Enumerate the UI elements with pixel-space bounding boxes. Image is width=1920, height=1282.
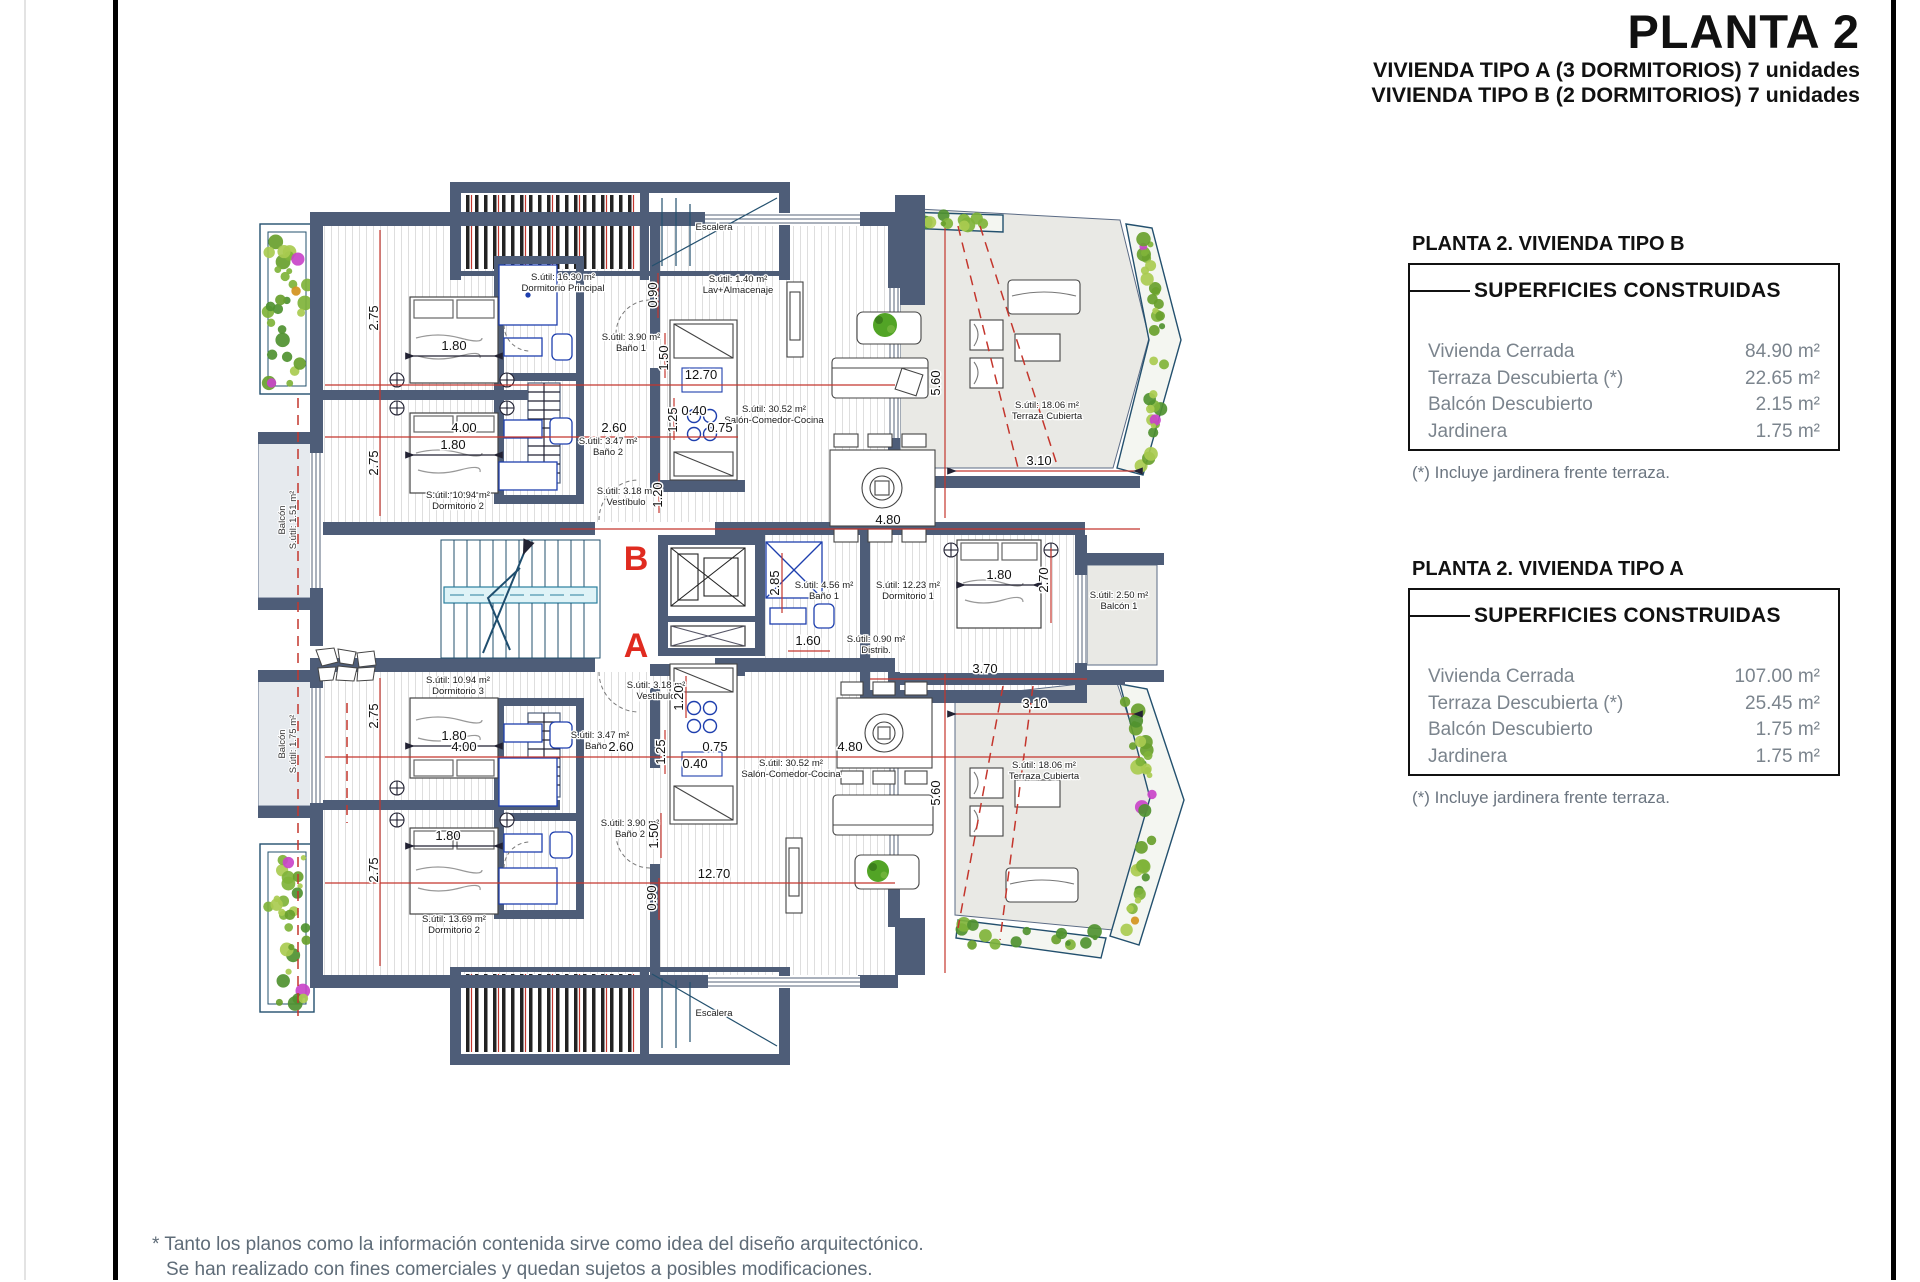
plan-dimension: 5.60 [928, 370, 943, 396]
planter-vegetation [1065, 940, 1070, 945]
planter-vegetation [1146, 405, 1155, 414]
disclaimer [152, 1232, 924, 1282]
plan-label: S.útil: 16.30 m² Dormitorio Principal [521, 272, 605, 294]
planter-vegetation [276, 999, 283, 1006]
planter-vegetation [1011, 936, 1022, 947]
plan-dimension: 3.10 [1026, 453, 1052, 468]
plan-dimension: 1.80 [435, 828, 461, 843]
surface-row [1428, 366, 1820, 393]
plan-dimension: 1.25 [665, 407, 680, 433]
surface-row [1428, 664, 1820, 691]
planter-vegetation [291, 252, 304, 265]
surface-label: Vivienda Cerrada [1428, 341, 1575, 362]
plan-dimension: 0.90 [645, 282, 660, 308]
planter-vegetation [979, 929, 992, 942]
surface-label: Balcón Descubierto [1428, 394, 1593, 415]
planter-vegetation [288, 944, 294, 950]
surface-label: Terraza Descubierta (*) [1428, 692, 1624, 714]
plan-label: S.útil: 18.06 m² Terraza Cubierta [1008, 760, 1080, 782]
planter-vegetation [1151, 423, 1156, 428]
plan-label: S.útil: 30.52 m² Salón-Comedor-Cocina [741, 758, 841, 780]
planter-vegetation [282, 352, 292, 362]
planter-vegetation [1141, 249, 1148, 256]
plan-dimension: 2.70 [1036, 567, 1051, 593]
planter-vegetation [294, 357, 306, 369]
plan-dimension: 1.80 [986, 567, 1012, 582]
planter-vegetation [301, 935, 311, 945]
planter-vegetation [971, 212, 983, 224]
surface-value: 2.15 m² [1755, 394, 1820, 415]
plan-label: S.útil: 10.94 m² Dormitorio 3 [426, 675, 490, 697]
plan-dimension: 4.00 [451, 420, 477, 435]
sheet-border-right [1891, 0, 1896, 1280]
surfaces-box-title: SUPERFICIES CONSTRUIDAS [1474, 604, 1781, 627]
planter-vegetation [1120, 697, 1130, 707]
surfaces-rows [1410, 339, 1838, 445]
planter-vegetation [1135, 757, 1144, 766]
planter-vegetation [1131, 916, 1139, 924]
planter-vegetation [967, 940, 977, 950]
table-footnote: (*) Incluye jardinera frente terraza. [1412, 788, 1670, 807]
planter-vegetation [1147, 772, 1153, 778]
surface-value: 1.75 m² [1755, 745, 1820, 767]
planter-vegetation [1159, 323, 1165, 329]
sheet-border-left [113, 0, 118, 1280]
planter-vegetation [1148, 427, 1158, 437]
planter-vegetation [1135, 897, 1141, 903]
planter-vegetation [263, 247, 274, 258]
plan-dimension: 2.75 [366, 703, 381, 729]
surface-value: 25.45 m² [1745, 692, 1820, 714]
planter-vegetation [275, 295, 286, 306]
disclaimer-line1: * Tanto los planos como la información contenida sirve como idea del diseño arquitectónico. [152, 1234, 924, 1255]
surfaces-rows [1410, 664, 1838, 770]
sheet-margin-line [24, 0, 26, 1280]
table-heading: PLANTA 2. VIVIENDA TIPO A [1412, 558, 1684, 580]
planter-vegetation [1147, 836, 1156, 845]
planter-vegetation [1023, 927, 1031, 935]
planter-vegetation [967, 919, 979, 931]
planter-vegetation [277, 974, 290, 987]
surface-label: Jardinera [1428, 745, 1508, 767]
surface-value: 1.75 m² [1755, 420, 1820, 442]
plan-label: S.útil: 3.90 m² Baño 1 [601, 332, 661, 354]
planter-vegetation [1135, 736, 1146, 747]
plan-dimension: 3.70 [972, 661, 998, 676]
planter-vegetation [301, 923, 311, 933]
plan-dimension: 1.20 [671, 685, 686, 711]
planter-vegetation [1092, 935, 1097, 940]
plan-label: S.útil: 3.18 m² Vestíbulo [596, 486, 656, 508]
plan-label: S.útil: 2.50 m² Balcón 1 [1089, 590, 1149, 612]
plan-label: S.útil: 12.23 m² Dormitorio 1 [876, 580, 940, 602]
planter-vegetation [275, 333, 289, 347]
planter-vegetation [278, 325, 287, 334]
planter-vegetation [301, 855, 306, 860]
plan-dimension: 3.10 [1022, 696, 1048, 711]
surface-label: Vivienda Cerrada [1428, 666, 1575, 687]
plan-dimension: 0.75 [707, 420, 733, 435]
plan-label: Escalera [695, 222, 733, 233]
planter-vegetation [281, 272, 290, 281]
surfaces-table-tipo-b [1408, 233, 1840, 483]
planter-vegetation [284, 923, 293, 932]
surface-label: Jardinera [1428, 420, 1508, 442]
planter-vegetation [285, 969, 291, 975]
plan-dimension: 1.80 [441, 728, 467, 743]
planter-vegetation [1143, 751, 1152, 760]
plan-dimension: 0.75 [702, 739, 728, 754]
surfaces-box [1408, 263, 1840, 451]
plan-label: S.útil: 3.47 m² Baño 3 [570, 730, 630, 752]
surface-label: Terraza Descubierta (*) [1428, 367, 1624, 389]
page-title: PLANTA 2 [1627, 5, 1860, 58]
planter-vegetation [267, 319, 275, 327]
surface-row [1428, 392, 1820, 419]
surfaces-box [1408, 588, 1840, 776]
plan-dimension: 1.80 [440, 437, 466, 452]
plan-dimension: 1.50 [646, 823, 661, 849]
planter-vegetation [286, 380, 293, 387]
plan-dimension: 2.75 [366, 450, 381, 476]
planter-vegetation [924, 216, 936, 228]
planter-vegetation [1136, 232, 1150, 246]
surface-value: 84.90 m² [1745, 341, 1820, 362]
floor-plan-svg [258, 168, 1298, 1065]
planter-vegetation [1149, 356, 1158, 365]
planter-vegetation [1056, 928, 1067, 939]
plan-dimension: 0.40 [682, 756, 708, 771]
plan-dimension: 4.00 [451, 739, 477, 754]
subtitle-tipo-b: VIVIENDA TIPO B (2 DORMITORIOS) 7 unidades [1371, 83, 1860, 107]
title-rule [1410, 615, 1470, 617]
plan-dimension: 1.20 [650, 482, 665, 508]
planter-vegetation [291, 286, 300, 295]
surfaces-table-tipo-a [1408, 558, 1840, 808]
plan-dimension: 2.85 [767, 570, 782, 596]
planter-vegetation [1147, 790, 1156, 799]
surface-row [1428, 419, 1820, 446]
plan-dimension: 2.60 [601, 420, 627, 435]
planter-vegetation [267, 350, 277, 360]
plan-label: S.útil: 3.90 m² Baño 2 [600, 818, 660, 840]
planter-vegetation [1149, 325, 1160, 336]
planter-vegetation [266, 302, 276, 312]
planter-vegetation [1129, 714, 1143, 728]
plan-label: S.útil: 18.06 m² Terraza Cubierta [1011, 400, 1083, 422]
plan-dimension: 1.60 [795, 633, 821, 648]
plan-dimension: 12.70 [697, 866, 731, 881]
planter-vegetation [1135, 841, 1148, 854]
plan-dimension: 2.75 [366, 857, 381, 883]
plan-label: S.útil: 3.47 m² Baño 2 [578, 436, 638, 458]
plan-dimension: 1.80 [441, 338, 467, 353]
planter-vegetation [285, 910, 295, 920]
disclaimer-line2: Se han realizado con fines comerciales y quedan sujetos a posibles modificaciones. [166, 1259, 873, 1280]
planter-vegetation [1080, 937, 1092, 949]
plan-dimension: 4.80 [837, 739, 863, 754]
plan-dimension: 5.60 [928, 780, 943, 806]
plan-dimension: 12.70 [684, 367, 718, 382]
planter-vegetation [282, 871, 295, 884]
plan-label: BalcónS.útil: 1.51 m² [277, 490, 299, 550]
planter-vegetation [278, 909, 285, 916]
unit-letter: B [623, 540, 649, 578]
plan-label: S.útil: 10.94 m² Dormitorio 2 [426, 490, 490, 512]
surface-row [1428, 717, 1820, 744]
elevator [671, 548, 745, 646]
plan-label: S.útil: 3.18 m² Vestíbulo [626, 680, 686, 702]
table-heading: PLANTA 2. VIVIENDA TIPO B [1412, 233, 1685, 255]
planter-vegetation [1141, 272, 1154, 285]
surface-row [1428, 744, 1820, 771]
planter-vegetation [1159, 359, 1169, 369]
planter-vegetation [1147, 294, 1158, 305]
planter-vegetation [1136, 859, 1149, 872]
plan-label: S.útil: 4.56 m² Baño 1 [794, 580, 854, 602]
surfaces-box-title: SUPERFICIES CONSTRUIDAS [1474, 279, 1781, 302]
plan-dimension: 0.40 [681, 403, 707, 418]
unit-letter: A [623, 627, 649, 665]
planter-vegetation [299, 994, 309, 1004]
planter-vegetation [277, 245, 290, 258]
surface-value: 1.75 m² [1755, 719, 1820, 740]
planter-vegetation [1149, 390, 1157, 398]
plan-label: S.útil: 13.69 m² Dormitorio 2 [422, 914, 486, 936]
planter-vegetation [941, 221, 946, 226]
planter-vegetation [959, 221, 970, 232]
surface-label: Balcón Descubierto [1428, 719, 1593, 740]
floor-plan [258, 168, 1298, 1065]
plan-label: S.útil: 0.90 m² Distrib. [846, 634, 906, 656]
planter-vegetation [267, 378, 276, 387]
planter-vegetation [1155, 311, 1165, 321]
title-block [1200, 6, 1860, 108]
main-staircase [441, 540, 600, 658]
planter-vegetation [283, 857, 294, 868]
title-rule [1410, 290, 1470, 292]
planter-vegetation [1126, 905, 1133, 912]
surface-value: 107.00 m² [1734, 666, 1820, 687]
surface-row [1428, 339, 1820, 366]
planter-vegetation [274, 266, 281, 273]
surface-value: 22.65 m² [1745, 367, 1820, 389]
plan-dimension: 1.50 [656, 345, 671, 371]
plan-dimension: 4.80 [875, 512, 901, 527]
planter-vegetation [1142, 873, 1150, 881]
plan-dimension: 0.90 [644, 885, 659, 911]
plan-dimension: 1.25 [653, 739, 668, 765]
plan-label: Escalera [695, 1008, 733, 1019]
planter-vegetation [1120, 924, 1132, 936]
subtitle-tipo-a: VIVIENDA TIPO A (3 DORMITORIOS) 7 unidades [1373, 58, 1860, 82]
bed-dorm1-a [957, 540, 1041, 628]
plan-dimension: 2.75 [366, 305, 381, 331]
surface-row [1428, 691, 1820, 718]
plan-label: S.útil: 1.40 m² Lav+Almacenaje [702, 274, 774, 296]
planter-vegetation [297, 309, 305, 317]
plan-label: BalcónS.útil: 1.75 m² [277, 714, 299, 774]
planter-vegetation [990, 939, 1001, 950]
plan-label: S.útil: 30.52 m² Salón-Comedor-Cocina [724, 404, 824, 426]
planter-vegetation [1138, 804, 1151, 817]
planter-vegetation [1144, 447, 1158, 461]
plan-dimension: 2.60 [608, 739, 634, 754]
table-footnote: (*) Incluye jardinera frente terraza. [1412, 463, 1670, 482]
